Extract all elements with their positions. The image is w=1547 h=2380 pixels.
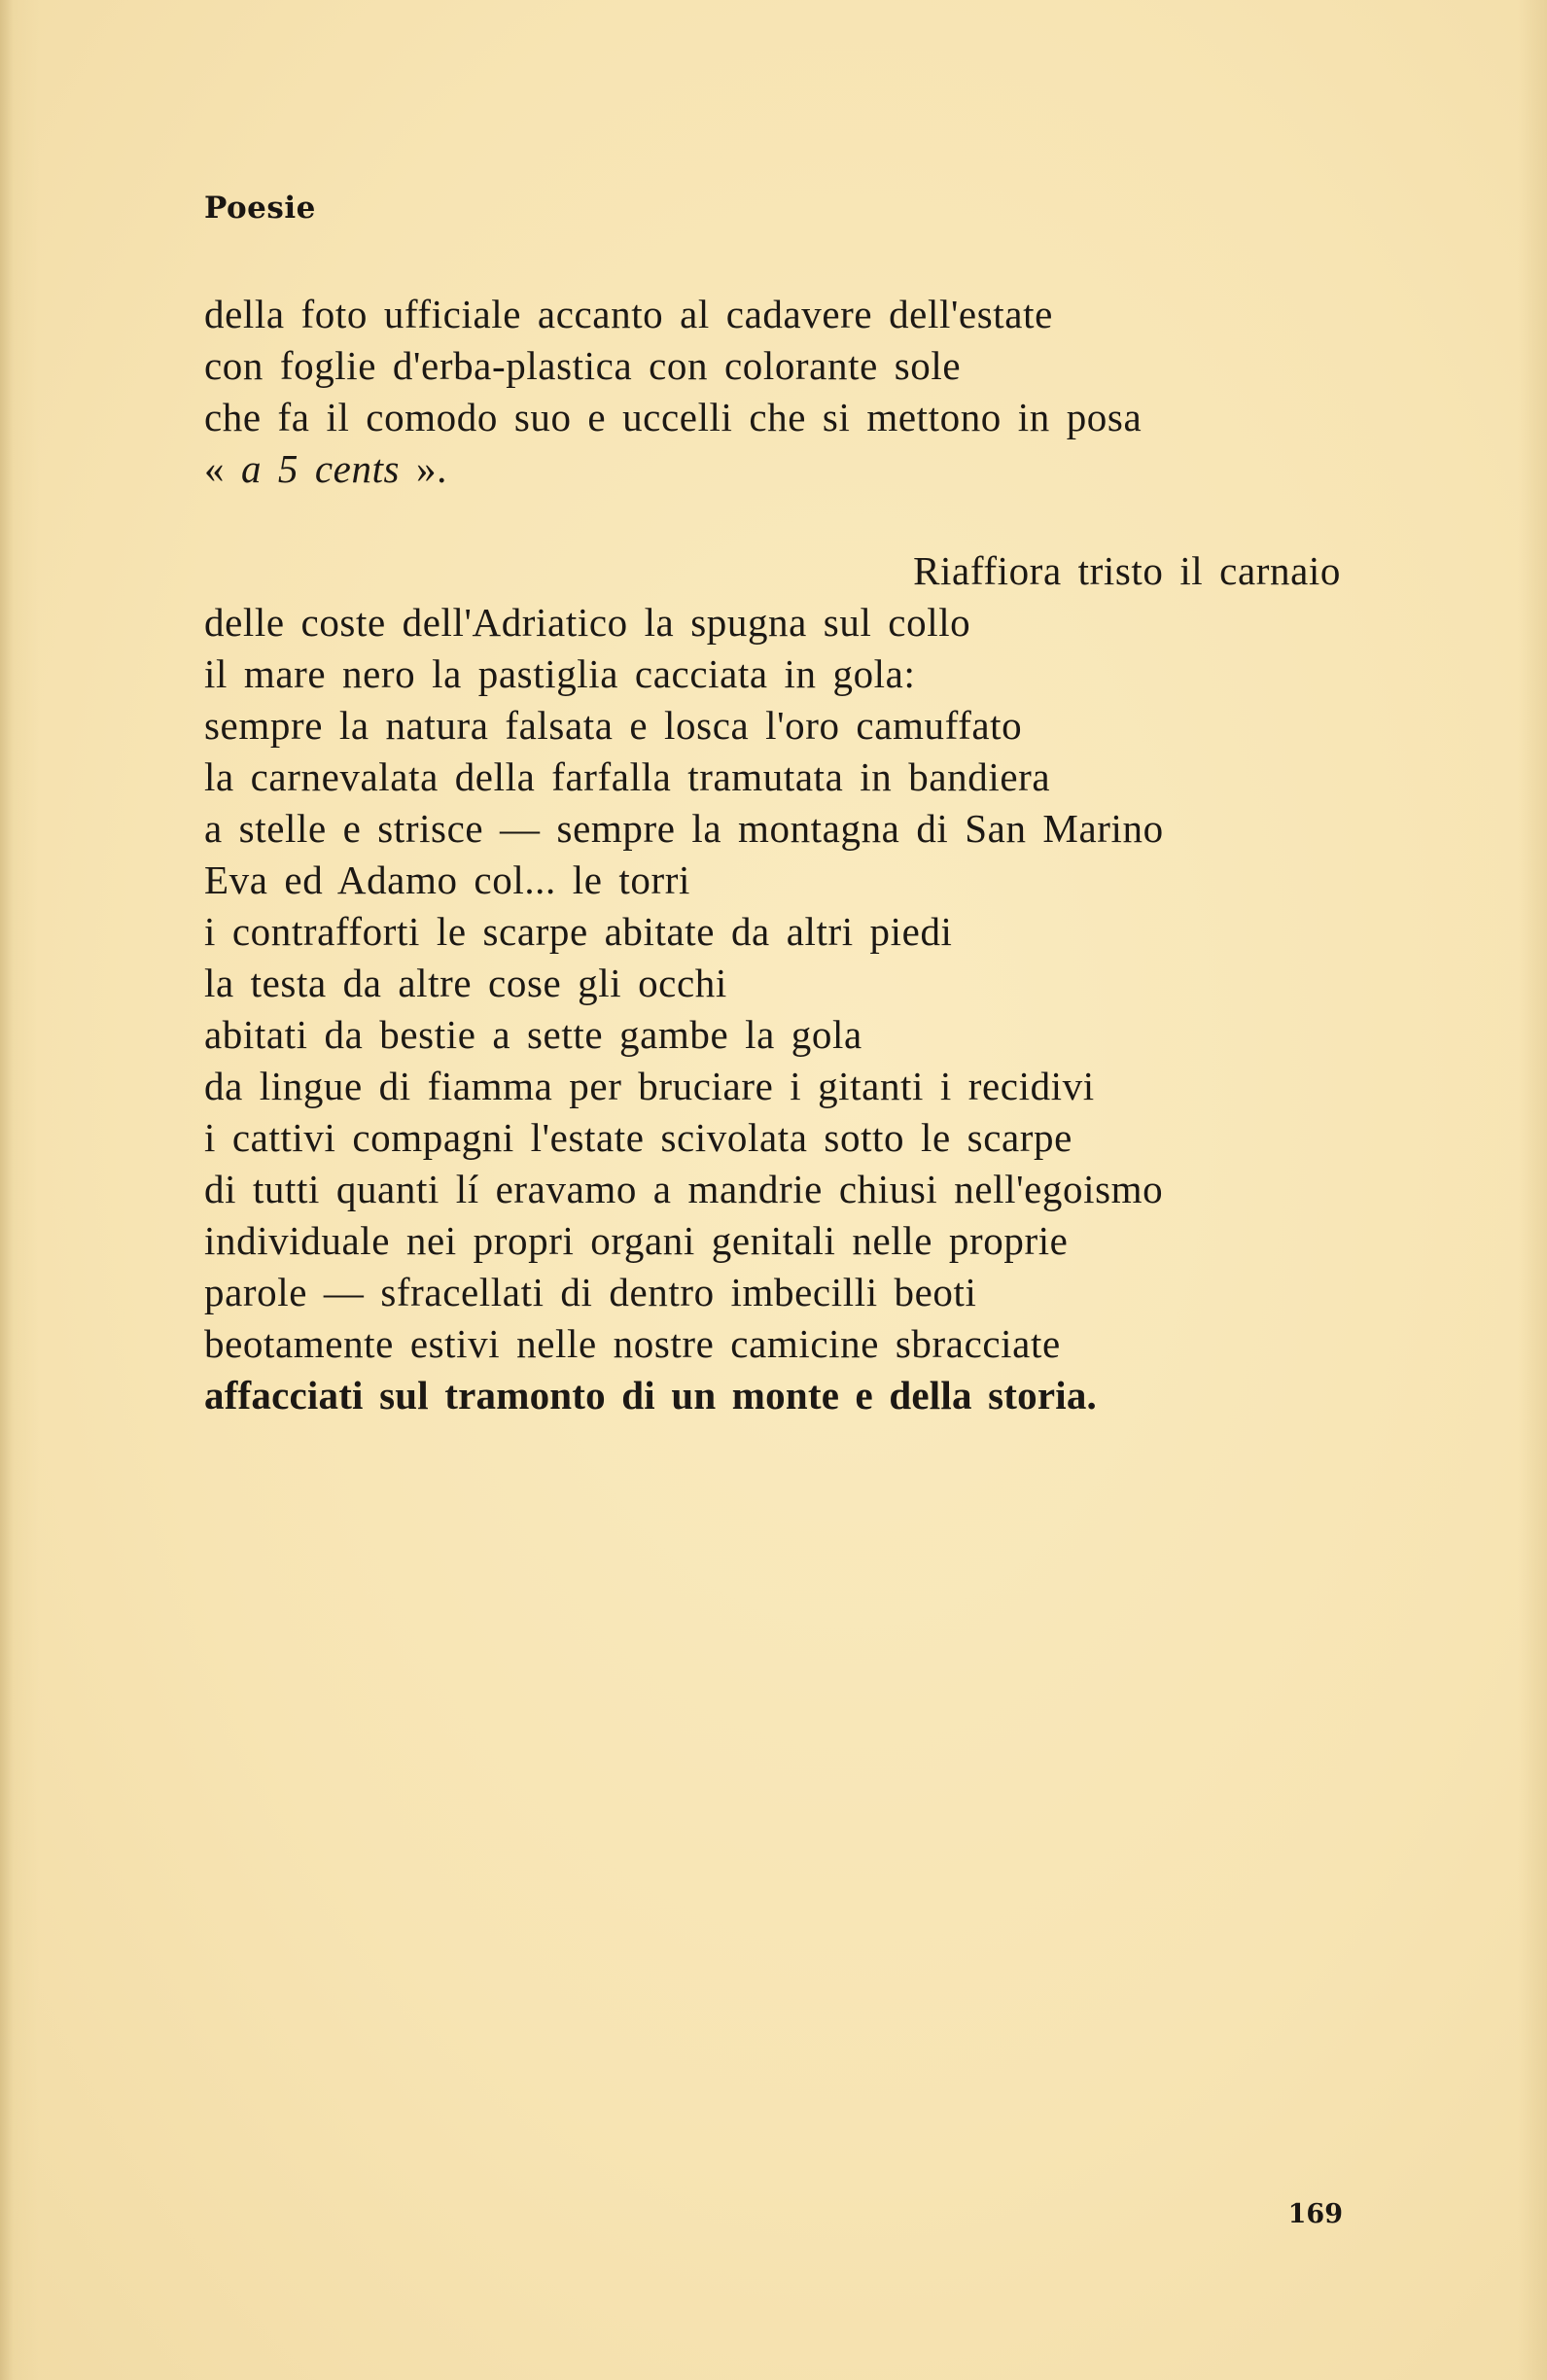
poem-line: delle coste dell'Adriatico la spugna sul collo xyxy=(204,600,971,645)
poem-line: il mare nero la pastiglia cacciata in gola: xyxy=(204,651,916,696)
poem-line: i contrafforti le scarpe abitate da altri piedi xyxy=(204,909,953,954)
stanza-2 xyxy=(204,545,1352,1421)
quote-open-mark: « xyxy=(204,446,226,491)
poem-line-indented: Riaffiora tristo il carnaio xyxy=(913,548,1341,593)
page-number: 169 xyxy=(1287,2199,1343,2229)
running-head-title: Poesie xyxy=(204,191,316,226)
poem-line: che fa il comodo suo e uccelli che si mettono in posa xyxy=(204,395,1143,439)
italic-phrase: a 5 cents xyxy=(240,446,401,491)
stanza-1 xyxy=(204,289,1352,495)
poem-body xyxy=(204,289,1352,1421)
poem-line: Eva ed Adamo col... le torri xyxy=(204,858,690,902)
poem-line: della foto ufficiale accanto al cadavere dell'estate xyxy=(204,292,1053,336)
poem-line-final: affacciati sul tramonto di un monte e della storia. xyxy=(204,1373,1097,1418)
poem-line: parole — sfracellati di dentro imbecilli beoti xyxy=(204,1270,977,1314)
poem-line: la testa da altre cose gli occhi xyxy=(204,961,727,1005)
poem-line: i cattivi compagni l'estate scivolata sotto le scarpe xyxy=(204,1115,1072,1160)
poem-line: con foglie d'erba-plastica con colorante sole xyxy=(204,343,962,388)
poem-line: sempre la natura falsata e losca l'oro camuffato xyxy=(204,703,1023,748)
poem-line: di tutti quanti lí eravamo a mandrie chiusi nell'egoismo xyxy=(204,1167,1164,1211)
poem-line: beotamente estivi nelle nostre camicine sbracciate xyxy=(204,1321,1061,1366)
quote-close-mark: ». xyxy=(415,446,447,491)
poem-line: individuale nei propri organi genitali nelle proprie xyxy=(204,1218,1069,1263)
poem-line: da lingue di fiamma per bruciare i gitanti i recidivi xyxy=(204,1064,1095,1108)
poem-line: la carnevalata della farfalla tramutata in bandiera xyxy=(204,754,1051,799)
poem-line-quoted xyxy=(204,443,1352,495)
poem-line: abitati da bestie a sette gambe la gola xyxy=(204,1012,862,1057)
poem-line: a stelle e strisce — sempre la montagna di San Marino xyxy=(204,806,1164,851)
